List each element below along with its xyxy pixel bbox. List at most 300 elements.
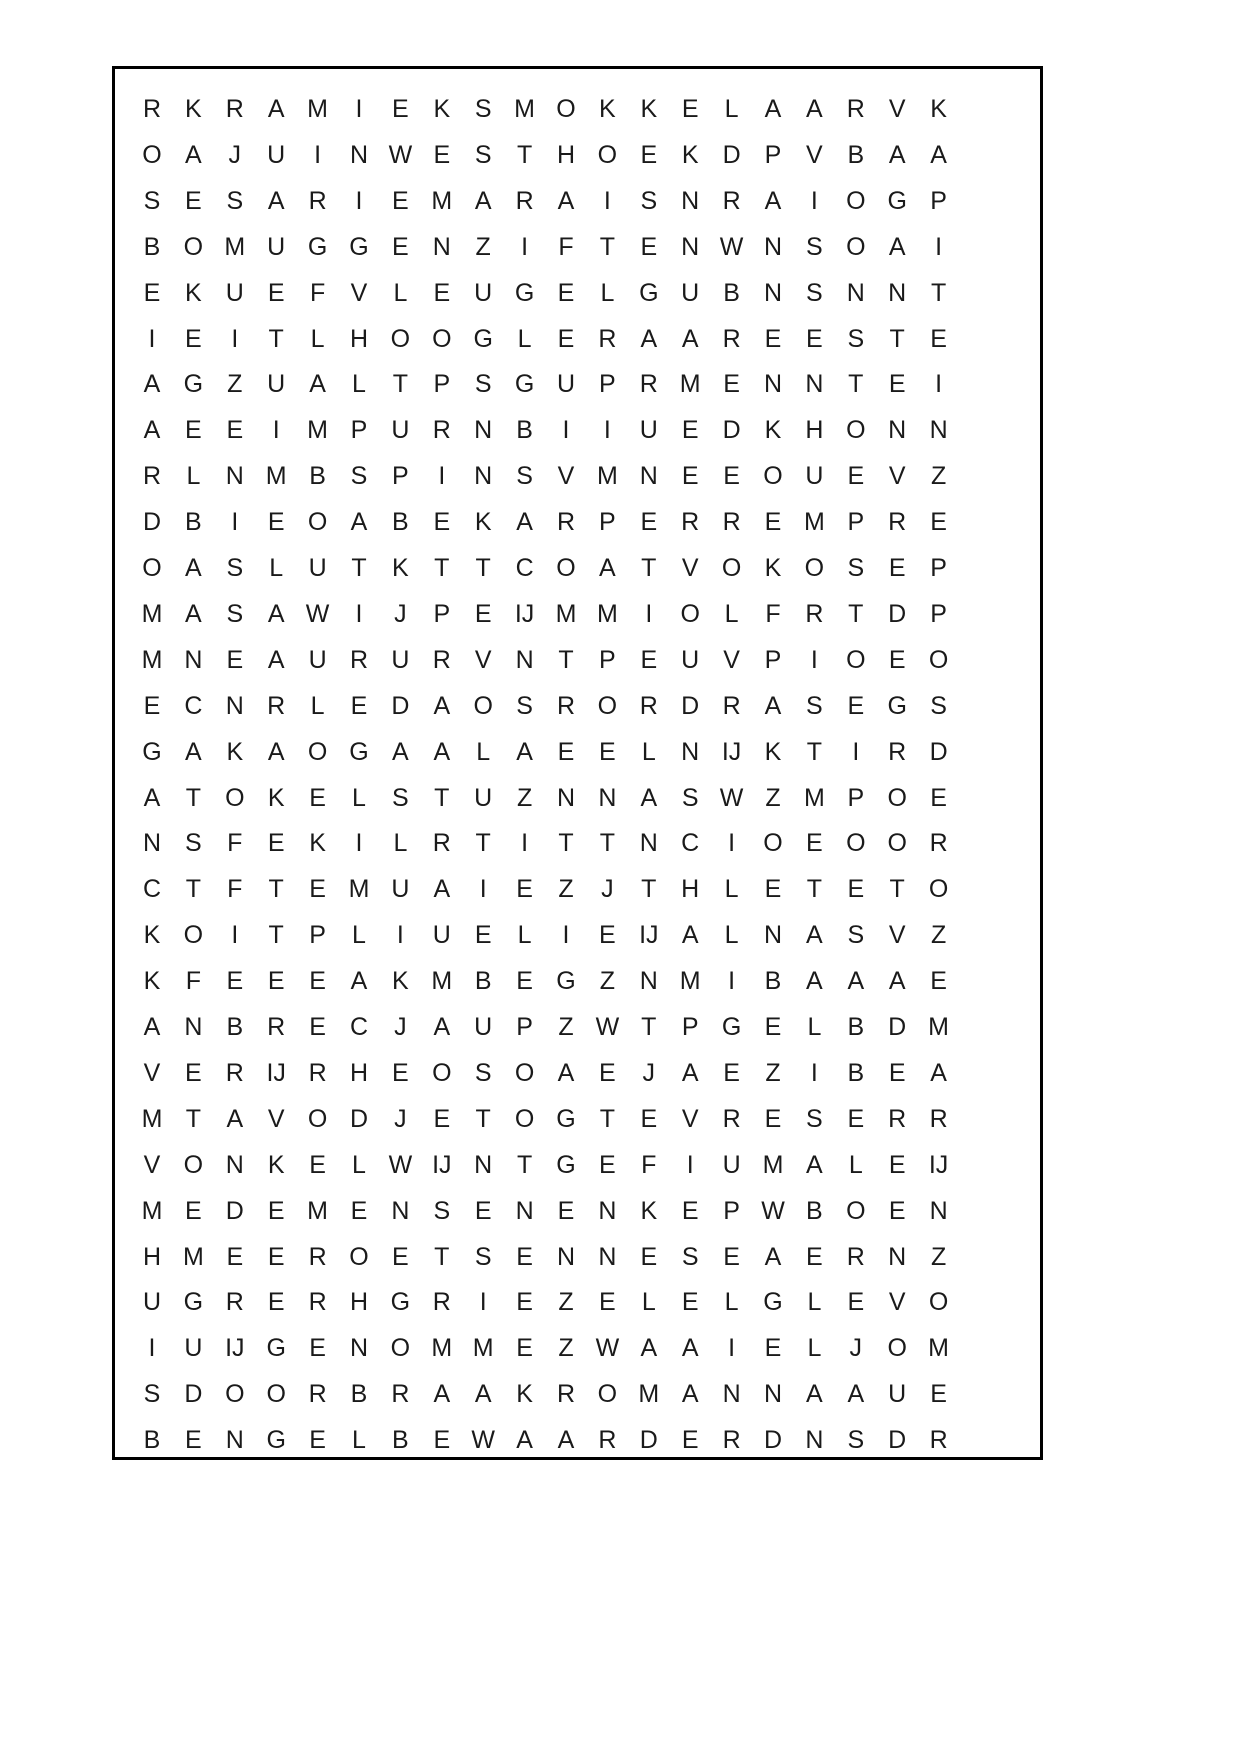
grid-letter[interactable]: O [556,554,576,582]
grid-letter[interactable]: M [928,1334,949,1363]
grid-letter[interactable]: E [433,1426,451,1455]
grid-letter[interactable]: O [846,186,866,215]
grid-letter[interactable]: E [143,691,161,720]
grid-letter[interactable]: A [267,599,285,628]
grid-letter[interactable]: D [391,691,410,720]
grid-letter[interactable]: A [847,967,865,996]
grid-letter[interactable]: L [352,921,366,950]
grid-letter[interactable]: P [309,921,326,950]
grid-letter[interactable]: O [307,1104,328,1133]
grid-letter[interactable]: N [681,737,700,766]
grid-letter[interactable]: A [681,921,699,950]
grid-letter[interactable]: E [557,278,575,307]
grid-letter[interactable]: E [764,1104,782,1133]
grid-letter[interactable]: V [681,1104,699,1133]
grid-letter[interactable]: F [227,875,243,904]
grid-letter[interactable]: L [807,1013,822,1041]
grid-letter[interactable]: E [392,232,409,261]
grid-letter[interactable]: M [141,599,163,628]
grid-letter[interactable]: K [433,95,451,123]
grid-letter[interactable]: O [846,416,866,445]
grid-letter[interactable]: L [186,462,201,491]
grid-letter[interactable]: G [266,1426,286,1455]
grid-letter[interactable]: B [185,508,202,537]
grid-letter[interactable]: N [681,232,700,261]
grid-letter[interactable]: N [929,1196,948,1225]
grid-letter[interactable]: L [352,370,366,399]
grid-letter[interactable]: T [641,875,657,904]
grid-letter[interactable]: Z [765,783,781,812]
grid-letter[interactable]: F [227,829,243,858]
grid-letter[interactable]: I [935,370,943,399]
grid-letter[interactable]: Z [558,1334,574,1363]
grid-letter[interactable]: R [308,1288,327,1317]
grid-letter[interactable]: N [474,416,493,445]
grid-letter[interactable]: R [267,1013,286,1041]
grid-letter[interactable]: L [352,1150,366,1179]
grid-letter[interactable]: R [888,1104,907,1133]
grid-letter[interactable]: E [474,1196,492,1225]
grid-letter[interactable]: G [349,232,369,261]
grid-letter[interactable]: E [599,921,616,950]
grid-letter[interactable]: O [514,1058,535,1087]
grid-letter[interactable]: U [308,645,327,674]
grid-letter[interactable]: W [719,232,744,261]
grid-letter[interactable]: K [640,95,658,123]
grid-letter[interactable]: E [392,1242,409,1271]
grid-letter[interactable]: R [722,508,741,537]
grid-letter[interactable]: K [764,416,782,445]
grid-letter[interactable]: M [555,599,577,628]
grid-letter[interactable]: E [309,1426,326,1455]
grid-letter[interactable]: T [392,370,409,399]
grid-letter[interactable]: IJ [432,1150,452,1179]
grid-letter[interactable]: K [599,95,616,123]
grid-letter[interactable]: V [806,140,823,169]
grid-letter[interactable]: G [556,967,576,996]
grid-letter[interactable]: G [183,370,204,399]
grid-letter[interactable]: O [763,462,783,491]
grid-letter[interactable]: R [722,324,741,353]
grid-letter[interactable]: S [226,554,244,582]
grid-letter[interactable]: O [846,1196,866,1225]
grid-letter[interactable]: I [314,140,322,169]
grid-letter[interactable]: O [390,1334,411,1363]
grid-letter[interactable]: I [148,1334,156,1363]
grid-letter[interactable]: V [888,921,906,950]
grid-letter[interactable]: U [391,645,410,674]
grid-letter[interactable]: D [681,691,700,720]
grid-letter[interactable]: P [930,599,947,628]
grid-letter[interactable]: M [514,95,535,123]
grid-letter[interactable]: R [349,645,369,674]
grid-letter[interactable]: E [516,875,533,904]
grid-letter[interactable]: O [887,1334,907,1363]
grid-letter[interactable]: J [601,875,614,904]
grid-letter[interactable]: M [638,1380,660,1409]
grid-letter[interactable]: E [764,1013,782,1041]
grid-letter[interactable]: E [267,967,285,996]
grid-letter[interactable]: E [350,1196,368,1225]
grid-letter[interactable]: O [846,645,866,674]
grid-letter[interactable]: R [805,599,824,628]
grid-letter[interactable]: O [473,691,493,720]
grid-letter[interactable]: A [806,967,823,996]
grid-letter[interactable]: B [847,1058,865,1087]
grid-letter[interactable]: O [390,324,411,353]
grid-letter[interactable]: I [728,967,736,996]
grid-letter[interactable]: N [888,278,907,307]
grid-letter[interactable]: O [266,1380,286,1409]
grid-letter[interactable]: I [728,829,736,858]
grid-letter[interactable]: A [640,324,658,353]
grid-letter[interactable]: S [185,829,202,858]
grid-letter[interactable]: S [516,691,533,720]
grid-letter[interactable]: H [681,875,700,904]
grid-letter[interactable]: R [846,1242,865,1271]
grid-letter[interactable]: D [888,1426,907,1455]
grid-letter[interactable]: A [350,967,368,996]
grid-letter[interactable]: S [930,691,947,720]
grid-letter[interactable]: N [681,186,700,215]
grid-letter[interactable]: R [225,95,244,123]
grid-letter[interactable]: G [721,1013,742,1041]
grid-letter[interactable]: O [597,691,618,720]
grid-letter[interactable]: Z [930,921,947,950]
grid-letter[interactable]: E [888,645,906,674]
grid-letter[interactable]: A [806,1150,823,1179]
grid-letter[interactable]: I [562,921,570,950]
grid-letter[interactable]: A [185,554,202,582]
grid-letter[interactable]: R [722,1104,741,1133]
grid-letter[interactable]: N [515,645,534,674]
grid-letter[interactable]: O [887,829,907,858]
grid-letter[interactable]: O [183,232,204,261]
grid-letter[interactable]: N [763,370,783,399]
grid-letter[interactable]: E [640,140,658,169]
grid-letter[interactable]: N [763,1380,783,1409]
grid-letter[interactable]: N [474,1150,493,1179]
grid-letter[interactable]: P [599,645,616,674]
grid-letter[interactable]: N [888,416,907,445]
grid-letter[interactable]: E [599,1288,616,1317]
grid-letter[interactable]: B [723,278,740,307]
grid-letter[interactable]: S [474,140,492,169]
grid-letter[interactable]: I [935,232,943,261]
grid-letter[interactable]: IJ [928,1150,949,1179]
grid-letter[interactable]: G [887,186,907,215]
grid-letter[interactable]: S [433,1196,451,1225]
grid-letter[interactable]: N [184,1013,203,1041]
grid-letter[interactable]: R [308,1242,327,1271]
grid-letter[interactable]: H [142,1242,162,1271]
grid-letter[interactable]: E [226,645,244,674]
grid-letter[interactable]: E [888,1150,906,1179]
grid-letter[interactable]: I [231,508,239,537]
grid-letter[interactable]: A [847,1380,865,1409]
grid-letter[interactable]: M [307,95,328,123]
grid-letter[interactable]: D [349,1104,369,1133]
grid-letter[interactable]: T [641,554,657,582]
grid-letter[interactable]: L [310,324,325,353]
grid-letter[interactable]: E [557,324,575,353]
grid-letter[interactable]: K [392,967,409,996]
grid-letter[interactable]: U [474,278,493,307]
grid-letter[interactable]: A [681,324,699,353]
grid-letter[interactable]: I [355,186,363,215]
grid-letter[interactable]: G [763,1288,783,1317]
grid-letter[interactable]: IJ [514,599,535,628]
grid-letter[interactable]: E [267,1196,285,1225]
grid-letter[interactable]: J [849,1334,863,1363]
grid-letter[interactable]: N [184,645,203,674]
grid-letter[interactable]: A [599,554,616,582]
grid-letter[interactable]: I [355,95,363,123]
grid-letter[interactable]: O [142,140,162,169]
grid-letter[interactable]: B [226,1013,244,1041]
grid-letter[interactable]: W [305,599,330,628]
grid-letter[interactable]: U [184,1334,203,1363]
grid-letter[interactable]: O [846,829,866,858]
grid-letter[interactable]: E [185,324,202,353]
grid-letter[interactable]: I [603,186,611,215]
grid-letter[interactable]: R [722,186,741,215]
grid-letter[interactable]: T [806,737,823,766]
grid-letter[interactable]: L [352,1426,366,1455]
grid-letter[interactable]: U [308,554,327,582]
grid-letter[interactable]: E [599,1058,616,1087]
grid-letter[interactable]: E [847,1288,865,1317]
grid-letter[interactable]: M [431,186,453,215]
grid-letter[interactable]: O [432,324,452,353]
grid-letter[interactable]: S [474,1242,492,1271]
grid-letter[interactable]: K [143,967,161,996]
grid-letter[interactable]: I [810,645,818,674]
grid-letter[interactable]: N [722,1380,741,1409]
grid-letter[interactable]: R [929,1426,948,1455]
grid-letter[interactable]: O [763,829,783,858]
grid-letter[interactable]: Z [558,1288,574,1317]
grid-letter[interactable]: S [847,1426,865,1455]
grid-letter[interactable]: R [598,324,617,353]
grid-letter[interactable]: A [557,186,575,215]
grid-letter[interactable]: E [474,599,492,628]
grid-letter[interactable]: A [930,140,947,169]
grid-letter[interactable]: L [724,599,739,628]
grid-letter[interactable]: K [681,140,699,169]
grid-letter[interactable]: V [143,1058,161,1087]
grid-letter[interactable]: E [723,1058,740,1087]
grid-letter[interactable]: E [516,967,533,996]
grid-letter[interactable]: E [681,416,699,445]
grid-letter[interactable]: H [349,1058,369,1087]
grid-letter[interactable]: M [182,1242,204,1271]
grid-letter[interactable]: O [887,783,907,812]
grid-letter[interactable]: L [476,737,491,766]
grid-letter[interactable]: A [185,737,202,766]
grid-letter[interactable]: D [888,599,907,628]
grid-letter[interactable]: O [597,140,618,169]
grid-letter[interactable]: A [433,1380,451,1409]
grid-letter[interactable]: E [723,370,740,399]
grid-letter[interactable]: L [724,875,739,904]
grid-letter[interactable]: L [724,95,739,123]
grid-letter[interactable]: A [640,1334,658,1363]
grid-letter[interactable]: O [721,554,742,582]
grid-letter[interactable]: R [556,1380,576,1409]
grid-letter[interactable]: E [185,416,202,445]
grid-letter[interactable]: E [847,691,865,720]
grid-letter[interactable]: M [803,783,825,812]
grid-letter[interactable]: A [433,1013,451,1041]
grid-letter[interactable]: P [764,645,782,674]
grid-letter[interactable]: O [928,645,949,674]
grid-letter[interactable]: U [639,416,658,445]
grid-letter[interactable]: M [762,1150,784,1179]
grid-letter[interactable]: E [723,1242,740,1271]
grid-letter[interactable]: R [225,1058,244,1087]
grid-letter[interactable]: G [556,1104,576,1133]
grid-letter[interactable]: A [474,186,492,215]
grid-letter[interactable]: O [680,599,700,628]
grid-letter[interactable]: G [556,1150,576,1179]
grid-letter[interactable]: M [679,370,701,399]
grid-letter[interactable]: A [888,967,906,996]
grid-letter[interactable]: R [308,1380,327,1409]
grid-letter[interactable]: T [185,783,202,812]
grid-letter[interactable]: P [392,462,409,491]
grid-letter[interactable]: A [516,1426,533,1455]
grid-letter[interactable]: G [266,1334,286,1363]
grid-letter[interactable]: O [846,232,866,261]
grid-letter[interactable]: T [516,1150,533,1179]
grid-letter[interactable]: E [557,1196,575,1225]
grid-letter[interactable]: N [763,921,783,950]
grid-letter[interactable]: N [639,829,658,858]
grid-letter[interactable]: U [391,416,410,445]
grid-letter[interactable]: Z [558,1013,574,1041]
grid-letter[interactable]: A [350,508,368,537]
grid-letter[interactable]: L [352,783,366,812]
grid-letter[interactable]: I [148,324,156,353]
grid-letter[interactable]: Z [227,370,243,399]
grid-letter[interactable]: P [599,508,616,537]
grid-letter[interactable]: T [516,140,533,169]
grid-letter[interactable]: T [558,829,574,858]
grid-letter[interactable]: M [265,462,287,491]
grid-letter[interactable]: V [267,1104,285,1133]
grid-letter[interactable]: O [432,1058,452,1087]
grid-letter[interactable]: V [350,278,368,307]
grid-letter[interactable]: A [681,1334,699,1363]
grid-letter[interactable]: N [515,1196,534,1225]
grid-letter[interactable]: E [516,1334,533,1363]
grid-letter[interactable]: N [225,1150,244,1179]
grid-letter[interactable]: M [224,232,246,261]
grid-letter[interactable]: N [929,416,948,445]
grid-letter[interactable]: E [930,324,947,353]
grid-letter[interactable]: O [307,508,328,537]
grid-letter[interactable]: E [764,875,782,904]
grid-letter[interactable]: R [308,1058,327,1087]
grid-letter[interactable]: E [764,1334,782,1363]
grid-letter[interactable]: A [557,1426,575,1455]
grid-letter[interactable]: R [391,1380,410,1409]
grid-letter[interactable]: E [640,508,658,537]
grid-letter[interactable]: K [392,554,409,582]
grid-letter[interactable]: U [225,278,244,307]
grid-letter[interactable]: O [597,1380,618,1409]
grid-letter[interactable]: R [225,1288,244,1317]
grid-letter[interactable]: S [474,370,492,399]
grid-letter[interactable]: F [765,599,781,628]
grid-letter[interactable]: M [141,645,163,674]
grid-letter[interactable]: H [349,1288,369,1317]
grid-letter[interactable]: I [603,416,611,445]
grid-letter[interactable]: A [267,95,285,123]
grid-letter[interactable]: R [929,1104,948,1133]
grid-letter[interactable]: A [433,737,451,766]
grid-letter[interactable]: O [349,1242,369,1271]
grid-letter[interactable]: K [764,554,782,582]
grid-letter[interactable]: E [640,232,658,261]
grid-letter[interactable]: N [763,278,783,307]
grid-letter[interactable]: D [639,1426,658,1455]
grid-letter[interactable]: E [930,508,947,537]
grid-letter[interactable]: L [600,278,615,307]
grid-letter[interactable]: I [686,1150,694,1179]
grid-letter[interactable]: E [309,875,326,904]
grid-letter[interactable]: E [888,370,906,399]
grid-letter[interactable]: V [557,462,575,491]
grid-letter[interactable]: N [598,783,617,812]
grid-letter[interactable]: U [681,278,700,307]
grid-letter[interactable]: A [267,737,285,766]
grid-letter[interactable]: Z [930,462,947,491]
grid-letter[interactable]: I [355,599,363,628]
grid-letter[interactable]: M [431,1334,453,1363]
grid-letter[interactable]: T [268,875,284,904]
grid-letter[interactable]: L [310,691,325,720]
grid-letter[interactable]: E [267,1242,285,1271]
grid-letter[interactable]: H [349,324,369,353]
grid-letter[interactable]: E [267,508,285,537]
grid-letter[interactable]: A [185,140,202,169]
grid-letter[interactable]: S [350,462,368,491]
grid-letter[interactable]: R [598,1426,617,1455]
grid-letter[interactable]: Z [516,783,533,812]
grid-letter[interactable]: T [434,783,450,812]
grid-letter[interactable]: D [184,1380,203,1409]
grid-letter[interactable]: N [225,462,244,491]
grid-letter[interactable]: K [930,95,947,123]
grid-letter[interactable]: V [474,645,492,674]
grid-letter[interactable]: S [681,783,699,812]
grid-letter[interactable]: T [475,554,491,582]
grid-letter[interactable]: T [268,921,284,950]
grid-letter[interactable]: Z [475,232,491,261]
grid-letter[interactable]: A [640,783,658,812]
grid-letter[interactable]: A [557,1058,575,1087]
grid-letter[interactable]: O [183,1150,204,1179]
grid-letter[interactable]: E [681,1196,699,1225]
grid-letter[interactable]: O [804,554,825,582]
grid-letter[interactable]: N [639,462,658,491]
grid-letter[interactable]: E [640,1242,658,1271]
grid-letter[interactable]: E [681,1426,699,1455]
grid-letter[interactable]: C [142,875,162,904]
grid-letter[interactable]: E [764,508,782,537]
